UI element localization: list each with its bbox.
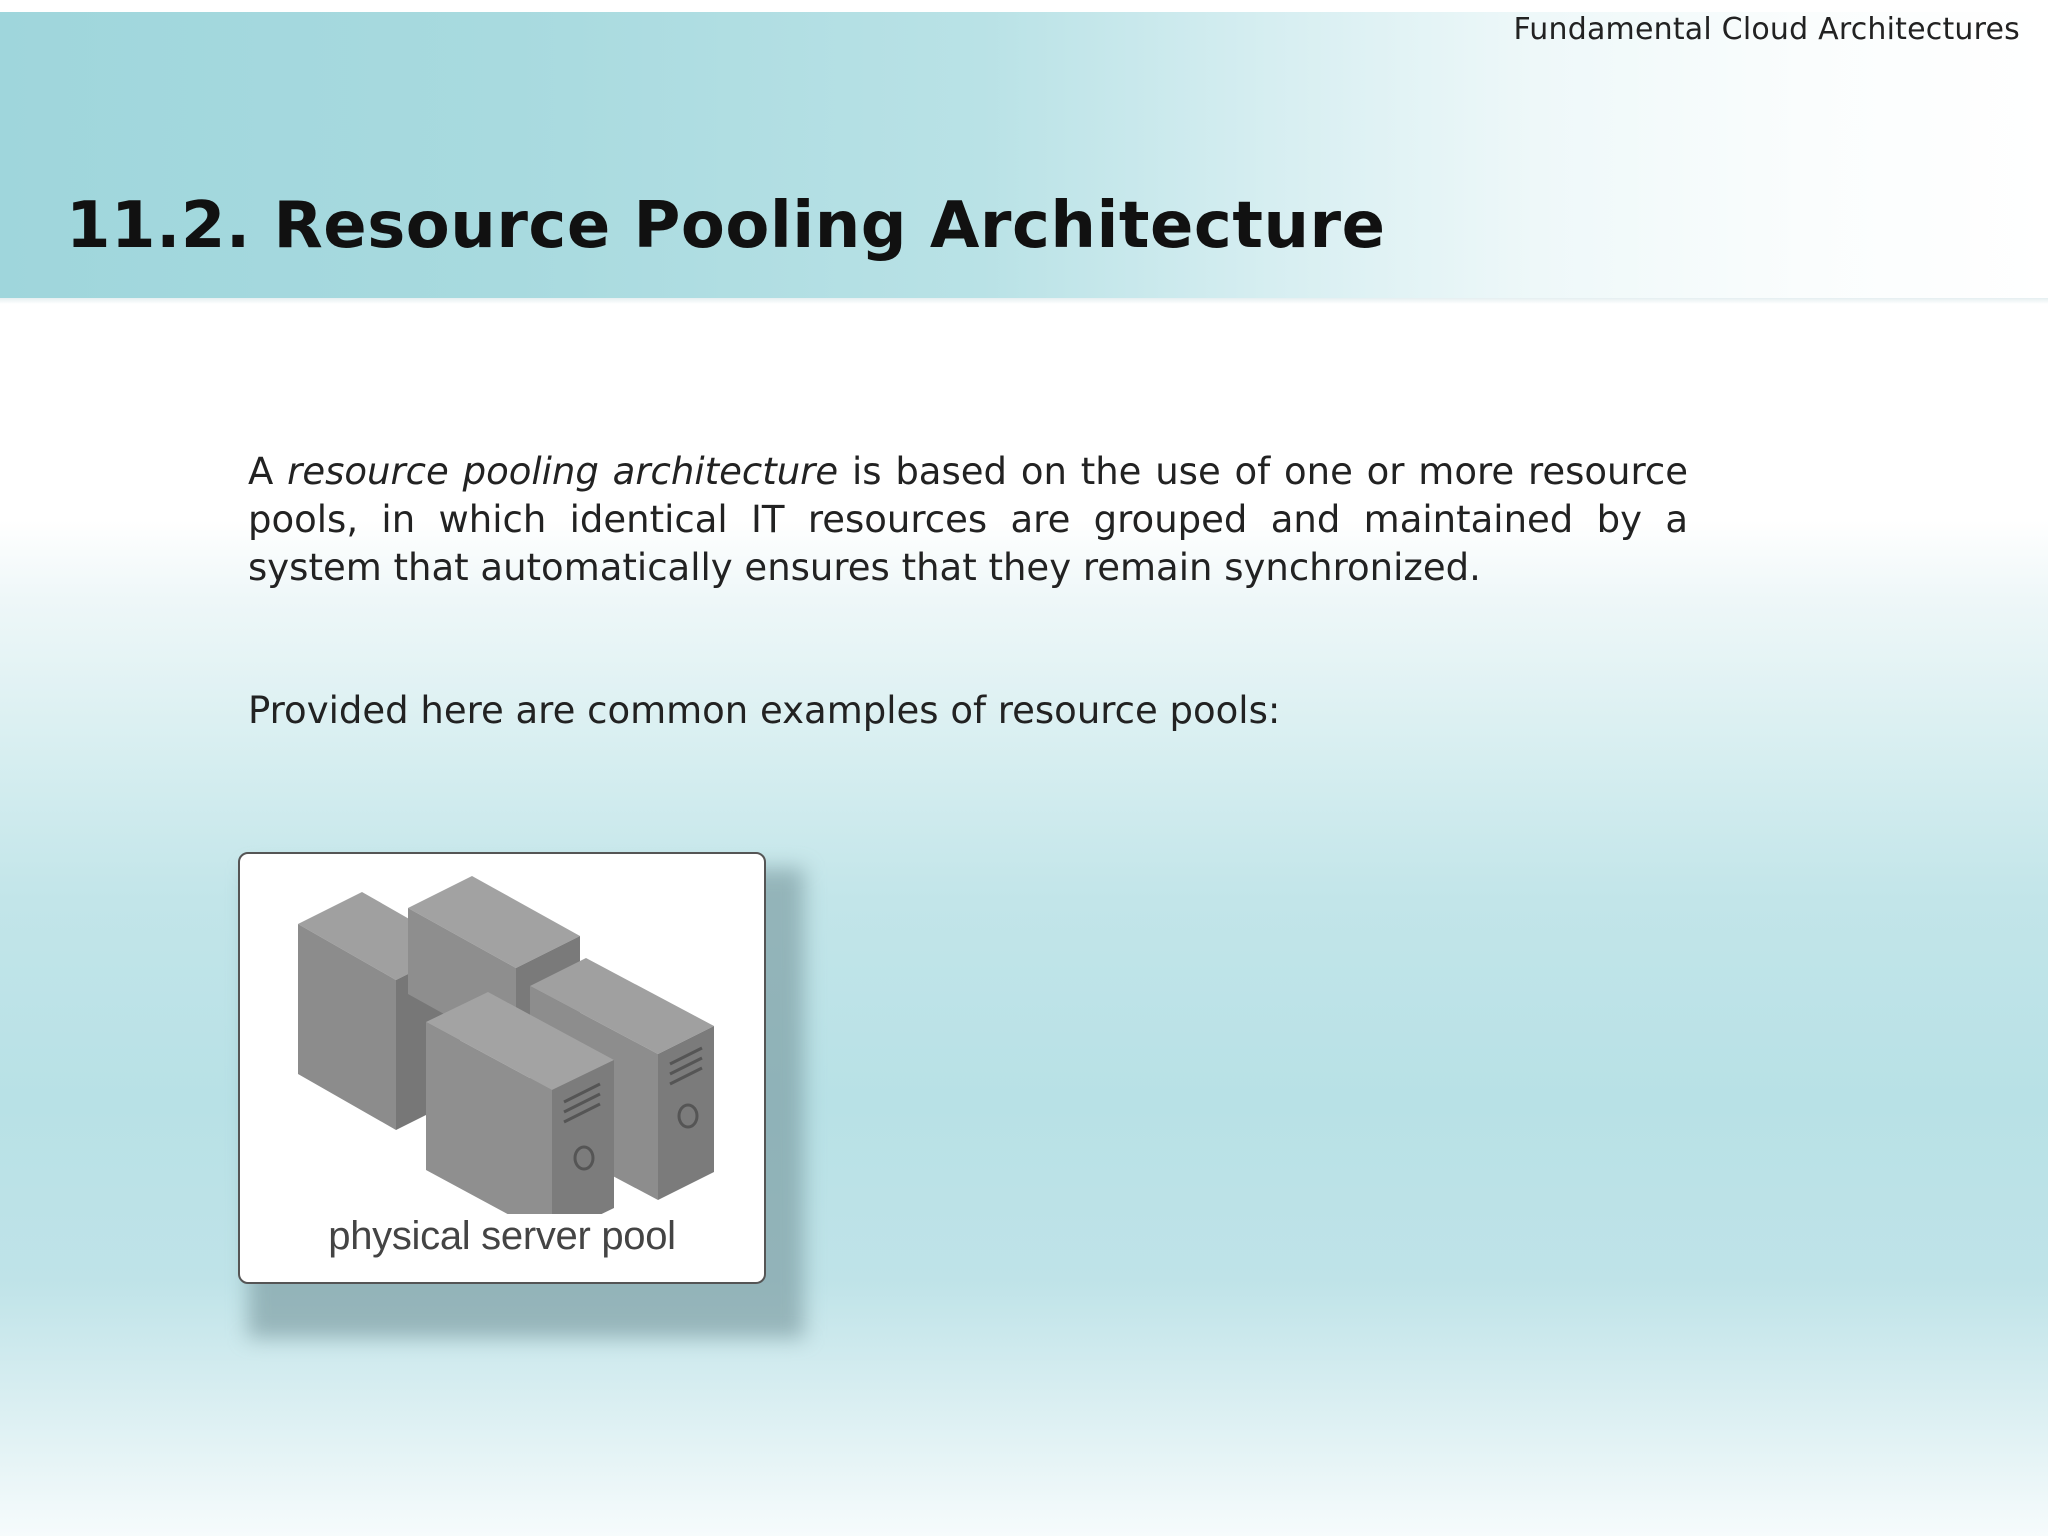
page-title: 11.2. Resource Pooling Architecture [66,189,1386,263]
server-pool-icon [240,854,764,1214]
intro-lead: A [248,450,288,493]
top-strip [0,0,2048,12]
server-pool-figure [238,852,766,1284]
intro-rest: is based on the use of one or more resource pools, in which identical IT resources are grouped and maintained by a system that automatically ensures that they remain synchronized. [248,450,1688,589]
examples-paragraph: Provided here are common examples of resource pools: [248,689,1281,732]
section-label: Fundamental Cloud Architectures [1513,12,2020,47]
intro-term: resource pooling architecture [287,450,839,493]
figure-caption: physical server pool [328,1214,676,1258]
intro-paragraph [248,448,1688,592]
